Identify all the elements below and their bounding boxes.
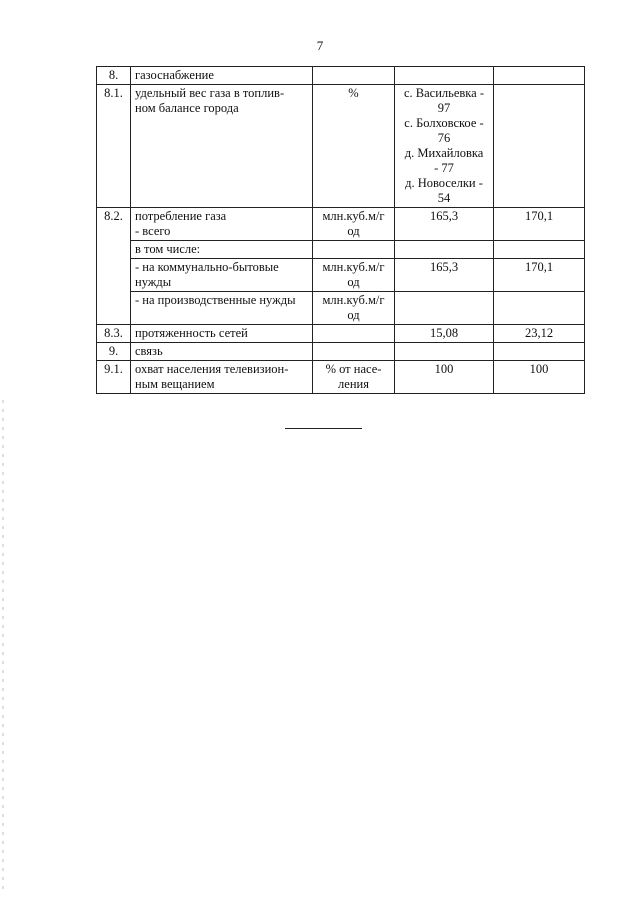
row-value-2: [494, 67, 585, 85]
row-value-1: [395, 67, 494, 85]
row-value-2: 23,12: [494, 325, 585, 343]
row-unit: % от насе- ления: [313, 361, 395, 394]
row-value-1: 165,3: [395, 208, 494, 241]
table-row: [97, 325, 585, 343]
table-row: [97, 259, 585, 292]
table-row: [97, 292, 585, 325]
row-name: удельный вес газа в топлив- ном балансе города: [131, 85, 313, 208]
row-unit: [313, 343, 395, 361]
row-unit: млн.куб.м/г од: [313, 259, 395, 292]
row-number: 8.: [97, 67, 131, 85]
data-table: [96, 66, 585, 394]
row-number: 9.: [97, 343, 131, 361]
row-unit: млн.куб.м/г од: [313, 292, 395, 325]
row-value-2: 170,1: [494, 259, 585, 292]
table-row: [97, 85, 585, 208]
table-row: [97, 241, 585, 259]
row-value-1: [395, 241, 494, 259]
table-row: [97, 343, 585, 361]
row-unit: [313, 241, 395, 259]
row-value-2: 170,1: [494, 208, 585, 241]
row-number: 8.3.: [97, 325, 131, 343]
row-value-2: [494, 343, 585, 361]
scan-edge-mark: [2, 400, 4, 890]
table-row: [97, 361, 585, 394]
row-unit: [313, 67, 395, 85]
row-number: 9.1.: [97, 361, 131, 394]
row-unit: млн.куб.м/г од: [313, 208, 395, 241]
row-name: - на коммунально-бытовые нужды: [131, 259, 313, 292]
row-number: 8.2.: [97, 208, 131, 325]
row-value-1: с. Васильевка - 97 с. Болховское - 76 д. Михайловка - 77 д. Новоселки - 54: [395, 85, 494, 208]
table-row: [97, 67, 585, 85]
row-value-1: 15,08: [395, 325, 494, 343]
table-row: [97, 208, 585, 241]
row-name: связь: [131, 343, 313, 361]
row-value-1: 165,3: [395, 259, 494, 292]
row-value-2: 100: [494, 361, 585, 394]
row-value-2: [494, 292, 585, 325]
row-value-2: [494, 85, 585, 208]
row-name: охват населения телевизион- ным вещанием: [131, 361, 313, 394]
row-value-1: [395, 343, 494, 361]
row-name: в том числе:: [131, 241, 313, 259]
row-name: - на производственные нужды: [131, 292, 313, 325]
row-name: газоснабжение: [131, 67, 313, 85]
page-number: 7: [316, 38, 324, 53]
row-unit: %: [313, 85, 395, 208]
end-divider: [285, 428, 362, 429]
row-value-2: [494, 241, 585, 259]
row-value-1: [395, 292, 494, 325]
row-unit: [313, 325, 395, 343]
row-value-1: 100: [395, 361, 494, 394]
row-name: потребление газа - всего: [131, 208, 313, 241]
row-name: протяженность сетей: [131, 325, 313, 343]
row-number: 8.1.: [97, 85, 131, 208]
